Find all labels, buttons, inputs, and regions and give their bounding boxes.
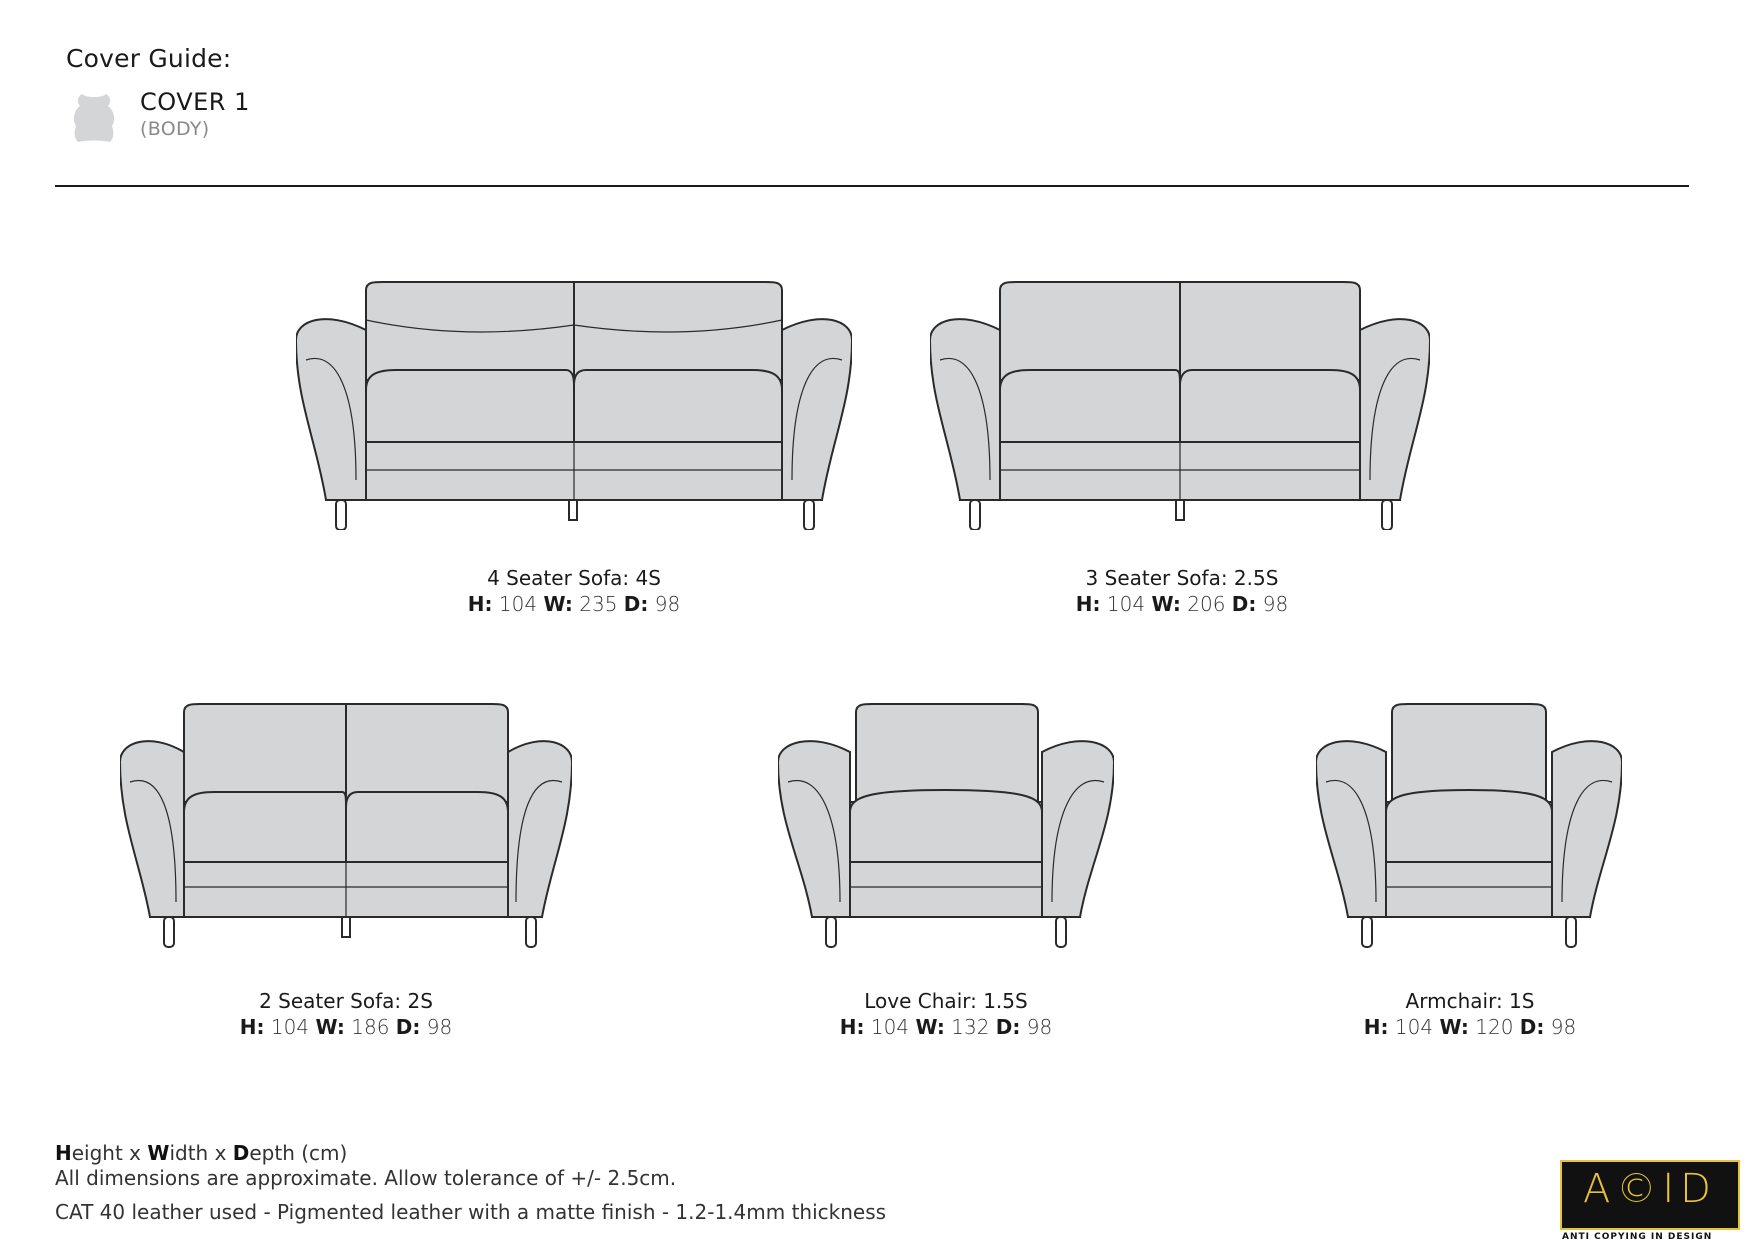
item-caption-2s (146, 988, 546, 1040)
item-dimensions: H: 104 W: 186 D: 98 (239, 1015, 453, 1039)
item-caption-2-5s (982, 565, 1382, 617)
header-divider (55, 185, 1689, 187)
acid-tagline: ANTI COPYING IN DESIGN (1562, 1232, 1713, 1242)
cover-guide-title: Cover Guide: (66, 44, 232, 73)
item-name: 3 Seater Sofa: 2.5S (1085, 566, 1279, 590)
cover-subtitle: (BODY) (140, 118, 210, 140)
sofa-3-seater-illustration (930, 280, 1430, 530)
item-name: 4 Seater Sofa: 4S (487, 566, 661, 590)
item-dimensions: H: 104 W: 206 D: 98 (1075, 592, 1289, 616)
item-name: Armchair: 1S (1405, 989, 1535, 1013)
acid-logo (1560, 1160, 1740, 1230)
item-dimensions: H: 104 W: 235 D: 98 (467, 592, 681, 616)
item-caption-4s (374, 565, 774, 617)
item-caption-1s (1270, 988, 1670, 1040)
sofa-4-seater-illustration (296, 280, 852, 530)
acid-logo-letters: A©ID (1583, 1166, 1717, 1212)
item-caption-1-5s (746, 988, 1146, 1040)
armchair-illustration (1316, 702, 1622, 948)
leather-hide-icon (68, 90, 120, 146)
item-dimensions: H: 104 W: 132 D: 98 (839, 1015, 1053, 1039)
item-name: 2 Seater Sofa: 2S (259, 989, 433, 1013)
dimensions-legend: Height x Width x Depth (cm) (55, 1141, 348, 1165)
item-dimensions: H: 104 W: 120 D: 98 (1363, 1015, 1577, 1039)
cover-name: COVER 1 (140, 88, 250, 116)
item-name: Love Chair: 1.5S (864, 989, 1028, 1013)
love-chair-illustration (778, 702, 1114, 948)
tolerance-note: All dimensions are approximate. Allow tolerance of +/- 2.5cm. (55, 1166, 677, 1190)
leather-note: CAT 40 leather used - Pigmented leather with a matte finish - 1.2-1.4mm thickness (55, 1200, 887, 1224)
sofa-2-seater-illustration (120, 702, 572, 948)
